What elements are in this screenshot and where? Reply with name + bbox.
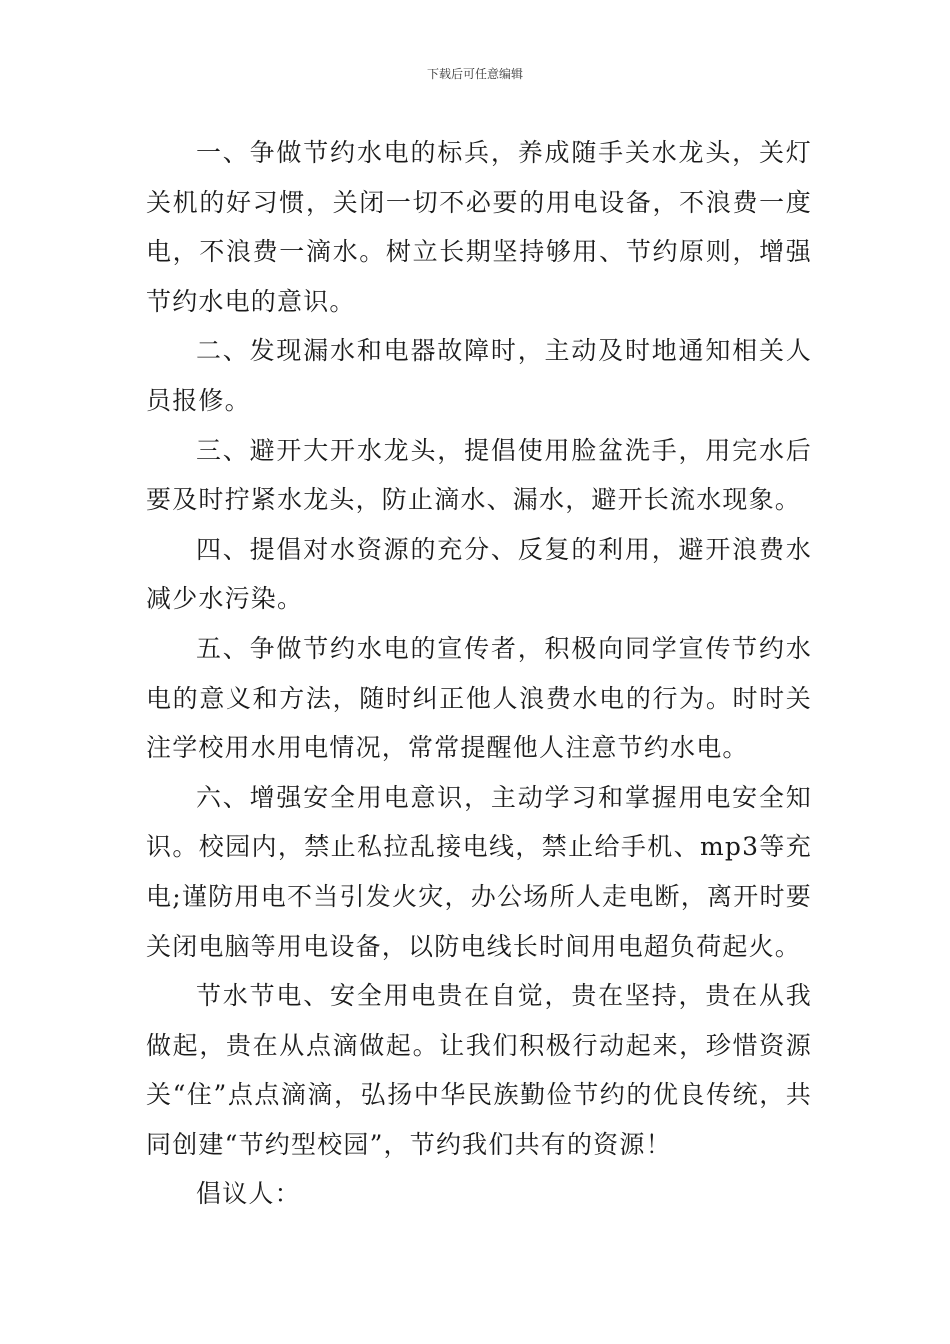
signature-label: 倡议人： [196,1179,301,1209]
paragraph-closing: 节水节电、安全用电贵在自觉，贵在坚持，贵在从我做起，贵在从点滴做起。让我们积极行动起来，珍惜资源关“住”点点滴滴，弘扬中华民族勤俭节约的优良传统，共同创建“节约型校园”，节约我们共有的资源！ [146,981,812,1159]
document-body [146,128,812,1219]
paragraph-item-3: 三、避开大开水龙头，提倡使用脸盆洗手，用完水后要及时拧紧水龙头，防止滴水、漏水，避开长流水现象。 [146,435,812,515]
paragraph-item-6: 六、增强安全用电意识，主动学习和掌握用电安全知识。校园内，禁止私拉乱接电线，禁止给手机、mp3等充电;谨防用电不当引发火灾，办公场所人走电断，离开时要关闭电脑等用电设备，以防电线长时间用电超负荷起火。 [146,782,812,961]
paragraph-item-4: 四、提倡对水资源的充分、反复的利用，避开浪费水减少水污染。 [146,534,812,614]
page-header-note: 下载后可任意编辑 [426,67,523,81]
paragraph-item-1: 一、争做节约水电的标兵，养成随手关水龙头，关灯关机的好习惯，关闭一切不必要的用电设备，不浪费一度电，不浪费一滴水。树立长期坚持够用、节约原则，增强节约水电的意识。 [146,138,812,316]
paragraph-item-5: 五、争做节约水电的宣传者，积极向同学宣传节约水电的意义和方法，随时纠正他人浪费水电的行为。时时关注学校用水用电情况，常常提醒他人注意节约水电。 [146,633,812,763]
paragraph-item-2: 二、发现漏水和电器故障时，主动及时地通知相关人员报修。 [146,336,812,415]
